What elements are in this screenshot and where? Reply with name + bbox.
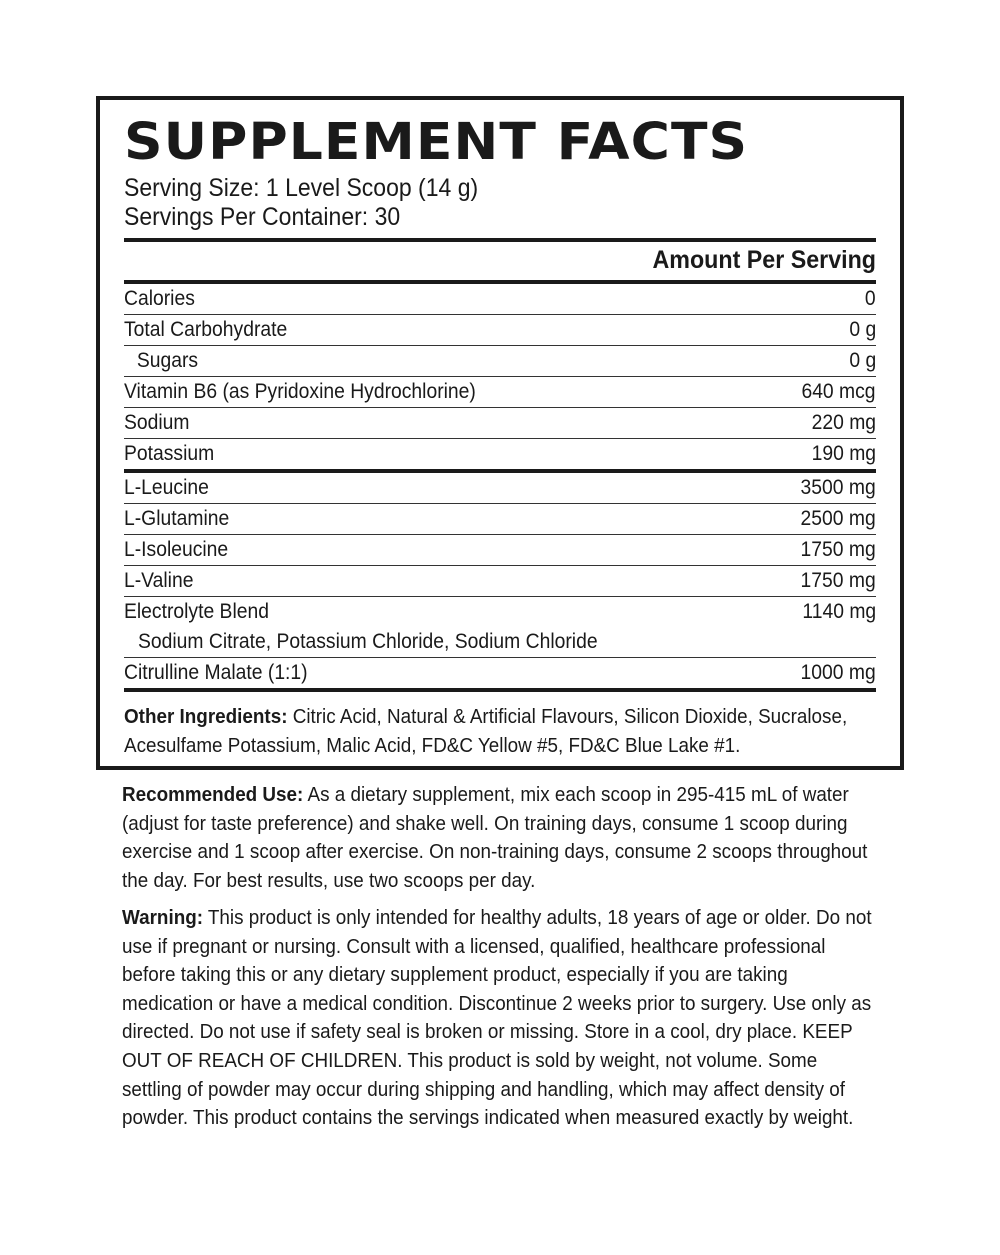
nutrient-value: 640 mcg — [801, 380, 876, 403]
nutrient-value: 2500 mg — [800, 507, 876, 530]
nutrient-value: 3500 mg — [800, 476, 876, 499]
nutrient-value: 0 — [865, 287, 876, 310]
nutrient-row-sugars — [124, 346, 876, 377]
nutrient-label: L-Isoleucine — [124, 538, 229, 561]
nutrient-label: Total Carbohydrate — [124, 318, 288, 341]
nutrient-row-l-glutamine — [124, 504, 876, 535]
amount-per-serving-header: Amount Per Serving — [652, 246, 876, 274]
nutrient-row-citrulline-malate — [124, 658, 876, 692]
electrolyte-blend-components — [124, 627, 876, 658]
electrolyte-blend-text: Sodium Citrate, Potassium Chloride, Sodium Chloride — [138, 630, 598, 653]
recommended-use-text: As a dietary supplement, mix each scoop in 295-415 mL of water (adjust for taste preference) and shake well. On training days, consume 1 scoop during exercise and 1 scoop after exercise. On non-training days, consume 2 scoops throughout the day. For best results, use two scoops per day. — [122, 783, 868, 892]
nutrient-value: 0 g — [849, 349, 876, 372]
nutrient-row-electrolyte-blend — [124, 597, 876, 627]
nutrient-label: L-Glutamine — [124, 507, 230, 530]
nutrient-row-calories — [124, 284, 876, 315]
nutrient-value: 1140 mg — [802, 600, 876, 623]
warning-label: Warning: — [122, 906, 204, 929]
nutrient-label: Electrolyte Blend — [124, 600, 269, 623]
nutrient-row-l-valine — [124, 566, 876, 597]
other-ingredients — [124, 702, 871, 760]
nutrient-label: Sodium — [124, 411, 190, 434]
nutrient-row-l-leucine — [124, 473, 876, 504]
nutrient-label: Citrulline Malate (1:1) — [124, 661, 308, 684]
recommended-use — [122, 781, 876, 895]
nutrient-row-potassium — [124, 439, 876, 473]
servings-per-container: Servings Per Container: 30 — [124, 203, 401, 231]
recommended-use-label: Recommended Use: — [122, 783, 304, 806]
nutrient-label: Potassium — [124, 442, 215, 465]
supplement-facts-panel — [96, 96, 904, 770]
nutrient-label: Calories — [124, 287, 195, 310]
nutrient-label: L-Valine — [124, 569, 194, 592]
nutrient-value: 0 g — [849, 318, 876, 341]
nutrient-value: 220 mg — [811, 411, 876, 434]
other-ingredients-text: Citric Acid, Natural & Artificial Flavours, Silicon Dioxide, Sucralose, Acesulfame Potassium, Malic Acid, FD&C Yellow #5, FD&C Blue Lake #1. — [124, 705, 848, 757]
nutrient-row-total-carbohydrate — [124, 315, 876, 346]
supplement-facts-content — [124, 114, 876, 760]
nutrient-row-sodium — [124, 408, 876, 439]
warning-text: This product is only intended for healthy adults, 18 years of age or older. Do not use if pregnant or nursing. Consult with a licensed, qualified, healthcare professional before taking this or any dietary supplement product, especially if you are taking medication or have a medical condition. Discontinue 2 weeks prior to surgery. Use only as directed. Do not use if safety seal is broken or missing. Store in a cool, dry place. KEEP OUT OF REACH OF CHILDREN. This product is sold by weight, not volume. Some settling of powder may occur during shipping and handling, which may affect density of powder. This product contains the servings indicated when measured exactly by weight. — [122, 906, 872, 1130]
nutrient-value: 190 mg — [811, 442, 876, 465]
nutrient-value: 1750 mg — [800, 538, 876, 561]
nutrient-value: 1750 mg — [800, 569, 876, 592]
nutrient-label: L-Leucine — [124, 476, 209, 499]
nutrient-row-vitamin-b6 — [124, 377, 876, 408]
nutrient-label: Sugars — [136, 349, 199, 372]
other-ingredients-label: Other Ingredients: — [124, 705, 288, 728]
nutrient-value: 1000 mg — [800, 661, 876, 684]
facts-title: SUPPLEMENT FACTS — [124, 113, 749, 172]
serving-size: Serving Size: 1 Level Scoop (14 g) — [124, 174, 479, 202]
nutrient-label: Vitamin B6 (as Pyridoxine Hydrochlorine) — [124, 380, 476, 403]
nutrient-row-l-isoleucine — [124, 535, 876, 566]
warning — [122, 904, 876, 1133]
